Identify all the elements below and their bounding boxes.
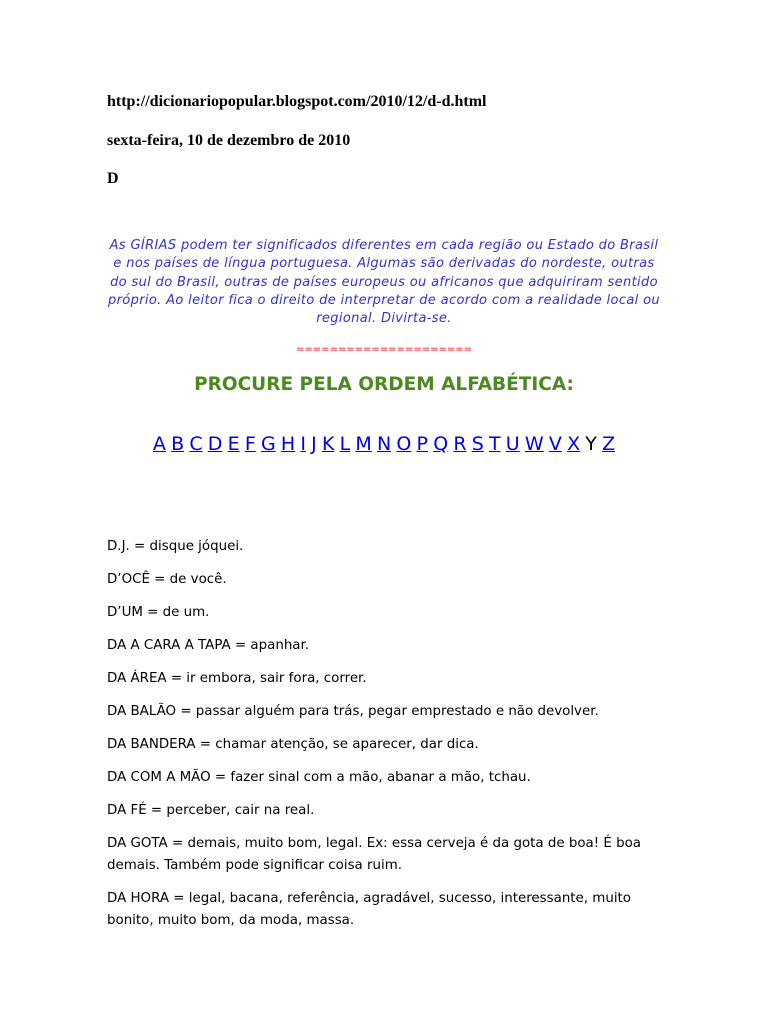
alphabet-heading: PROCURE PELA ORDEM ALFABÉTICA: (194, 374, 574, 395)
letter-link-t[interactable]: T (488, 433, 501, 455)
entry-item: D.J. = disque jóquei. (107, 539, 244, 554)
letter-link-n[interactable]: N (376, 433, 392, 455)
letter-link-l[interactable]: L (339, 433, 351, 455)
entry-item: DA FÉ = perceber, cair na real. (107, 803, 315, 818)
entry-item: DA COM A MÃO = fazer sinal com a mão, abanar a mão, tchau. (107, 770, 531, 785)
letter-link-i[interactable]: I (300, 433, 306, 455)
letter-link-r[interactable]: R (453, 433, 467, 455)
entry-item: DA A CARA A TAPA = apanhar. (107, 638, 310, 653)
letter-link-a[interactable]: A (152, 433, 166, 455)
divider-line: ===================== (296, 344, 472, 355)
letter-link-d[interactable]: D (207, 433, 223, 455)
letter-link-q[interactable]: Q (433, 433, 449, 455)
letter-link-v[interactable]: V (548, 433, 562, 455)
letter-link-f[interactable]: F (244, 433, 256, 455)
post-date: sexta-feira, 10 de dezembro de 2010 (107, 132, 351, 149)
entry-item: D’UM = de um. (107, 605, 210, 620)
letter-link-m[interactable]: M (355, 433, 372, 455)
entry-item: DA BALÃO = passar alguém para trás, pegar emprestado e não devolver. (107, 704, 599, 719)
letter-link-k[interactable]: K (321, 433, 335, 455)
letter-link-o[interactable]: O (396, 433, 412, 455)
letter-link-j[interactable]: J (311, 433, 317, 455)
section-letter: D (107, 170, 119, 187)
entry-item: DA BANDERA = chamar atenção, se aparecer, dar dica. (107, 737, 479, 752)
entry-list (107, 536, 667, 943)
entry-item: D’OCÊ = de você. (107, 572, 227, 587)
letter-link-s[interactable]: S (471, 433, 484, 455)
letter-link-g[interactable]: G (260, 433, 276, 455)
letter-link-b[interactable]: B (171, 433, 185, 455)
letter-link-c[interactable]: C (189, 433, 203, 455)
letter-link-z[interactable]: Z (602, 433, 616, 455)
entry-item: DA ÁREA = ir embora, sair fora, correr. (107, 671, 367, 686)
letter-link-x[interactable]: X (567, 433, 581, 455)
source-url: http://dicionariopopular.blogspot.com/2010/12/d-d.html (107, 93, 487, 110)
entry-item: DA HORA = legal, bacana, referência, agradável, sucesso, interessante, muito bonito, muito bom, da moda, massa. (107, 891, 631, 928)
entry-item: DA GOTA = demais, muito bom, legal. Ex: essa cerveja é da gota de boa! É boa demais. Também pode significar coisa ruim. (107, 836, 641, 873)
letter-link-e[interactable]: E (227, 433, 240, 455)
letter-link-h[interactable]: H (280, 433, 296, 455)
letter-link-p[interactable]: P (416, 433, 428, 455)
intro-paragraph: As GÍRIAS podem ter significados diferentes em cada região ou Estado do Brasil e nos países de língua portuguesa. Algumas são derivadas do nordeste, outras do sul do Brasil, outras de países europeus ou africanos que adquiriram sentido próprio. Ao leitor fica o direito de interpretar de acordo com a realidade local ou regional. Divirta-se. (108, 238, 660, 327)
letter-link-w[interactable]: W (524, 433, 544, 455)
alphabet-index (0, 433, 768, 455)
letter-y: Y (585, 433, 597, 455)
letter-link-u[interactable]: U (505, 433, 520, 455)
